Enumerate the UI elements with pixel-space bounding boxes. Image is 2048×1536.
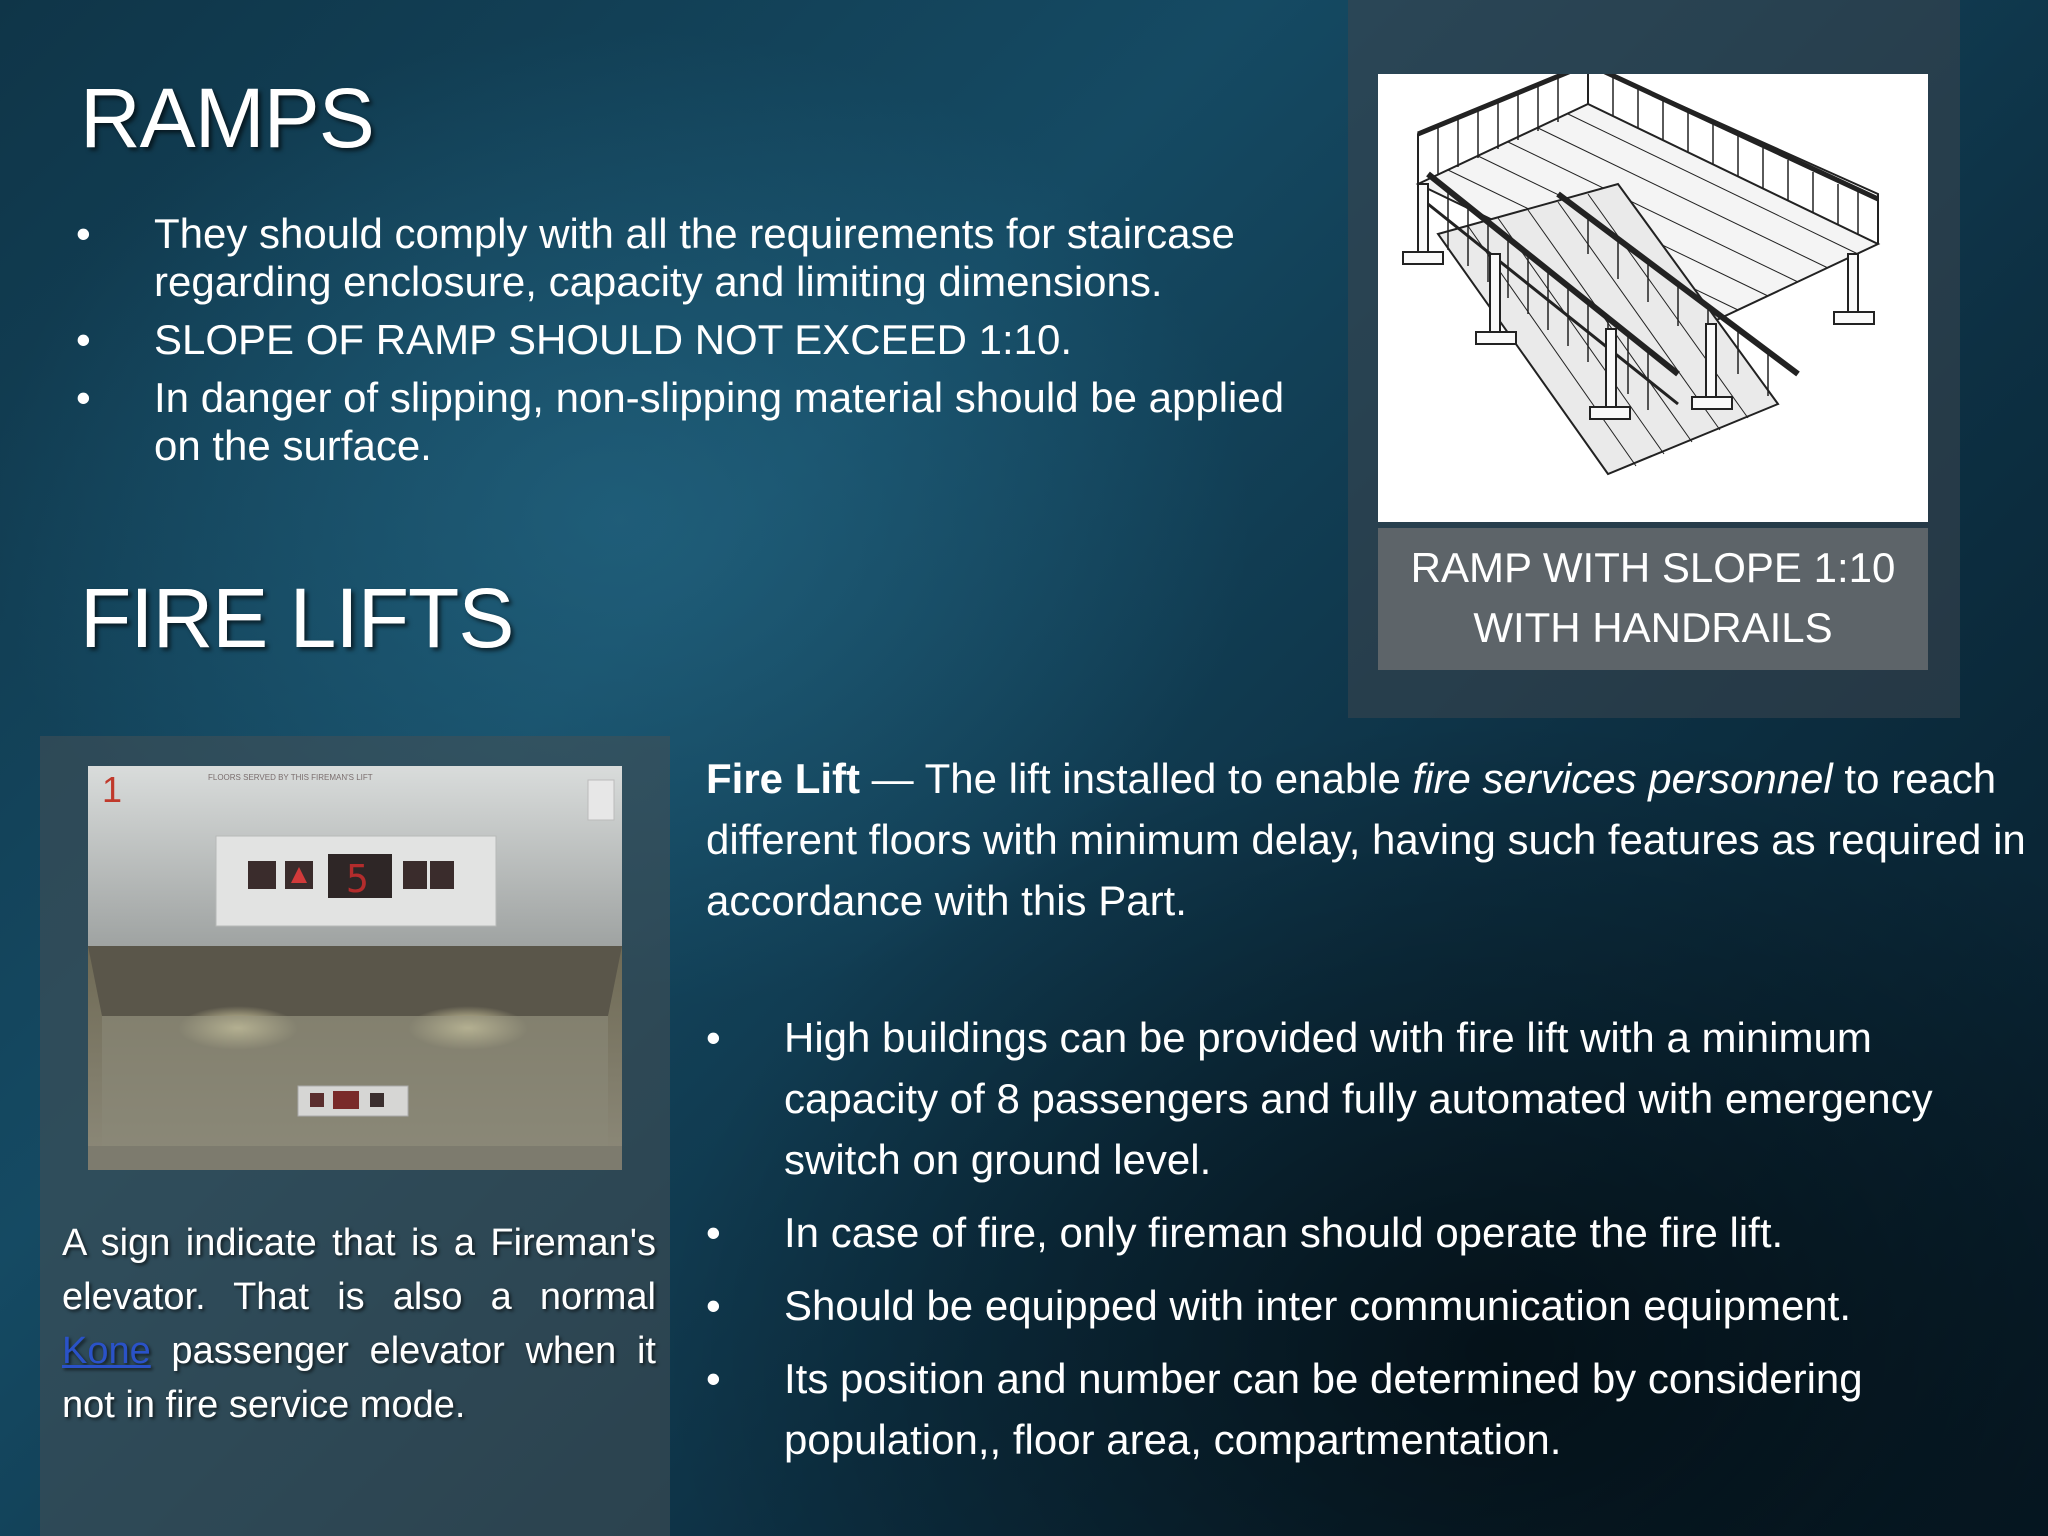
ramps-title: RAMPS	[80, 71, 374, 165]
kone-link[interactable]: Kone	[62, 1330, 151, 1372]
sign-heading: FLOORS SERVED BY THIS FIREMAN'S LIFT	[208, 773, 373, 782]
caption-line: RAMP WITH SLOPE 1:10	[1410, 544, 1896, 591]
definition-text: — The lift installed to enable	[860, 755, 1413, 802]
list-item	[76, 316, 1286, 364]
fireman-lift-photo	[88, 766, 622, 1170]
caption-line: WITH HANDRAILS	[1473, 604, 1833, 651]
list-item	[706, 1007, 2026, 1190]
floor-display: 5	[346, 857, 369, 901]
bullet-text: SLOPE OF RAMP SHOULD NOT EXCEED 1:10.	[154, 316, 1073, 363]
sign-number: 1	[102, 769, 123, 810]
bullet-icon: •	[76, 210, 91, 257]
bullet-text: In case of fire, only fireman should operate the fire lift.	[784, 1209, 1784, 1256]
list-item	[706, 1275, 2026, 1336]
list-item	[706, 1348, 2026, 1470]
ramp-image-caption	[1378, 528, 1928, 670]
bullet-text: Should be equipped with inter communication equipment.	[784, 1282, 1852, 1329]
list-item	[76, 374, 1286, 470]
fire-lift-definition	[706, 748, 2026, 931]
bullet-icon: •	[706, 1209, 721, 1256]
bullet-icon: •	[76, 316, 91, 363]
fire-lifts-bullet-list	[706, 1007, 2026, 1482]
lift-photo-drawing	[88, 766, 622, 1170]
bullet-icon: •	[706, 1282, 721, 1329]
bullet-text: Its position and number can be determined by considering population,, floor area, compartmentation.	[784, 1355, 1863, 1463]
definition-text: to reach different floors with minimum delay, having such features as required in accordance with this Part.	[706, 755, 2026, 924]
fire-lifts-title: FIRE LIFTS	[80, 571, 514, 665]
lift-image-caption	[62, 1216, 656, 1432]
ramp-illustration	[1378, 74, 1928, 522]
definition-term: Fire Lift	[706, 755, 860, 802]
bullet-icon: •	[706, 1014, 721, 1061]
list-item	[706, 1202, 2026, 1263]
definition-emphasis: fire services personnel	[1412, 755, 1833, 802]
bullet-text: In danger of slipping, non-slipping material should be applied on the surface.	[154, 374, 1285, 469]
bullet-icon: •	[706, 1355, 721, 1402]
ramp-drawing	[1378, 74, 1928, 522]
ramps-bullet-list	[76, 210, 1286, 480]
bullet-text: High buildings can be provided with fire lift with a minimum capacity of 8 passengers and fully automated with emergency switch on ground level.	[784, 1014, 1933, 1183]
caption-text: passenger elevator when it not in fire service mode.	[62, 1330, 656, 1426]
bullet-icon: •	[76, 374, 91, 421]
caption-text: A sign indicate that is a Fireman's elevator. That is also a normal	[62, 1222, 656, 1318]
list-item	[76, 210, 1286, 306]
bullet-text: They should comply with all the requirements for staircase regarding enclosure, capacity and limiting dimensions.	[154, 210, 1235, 305]
